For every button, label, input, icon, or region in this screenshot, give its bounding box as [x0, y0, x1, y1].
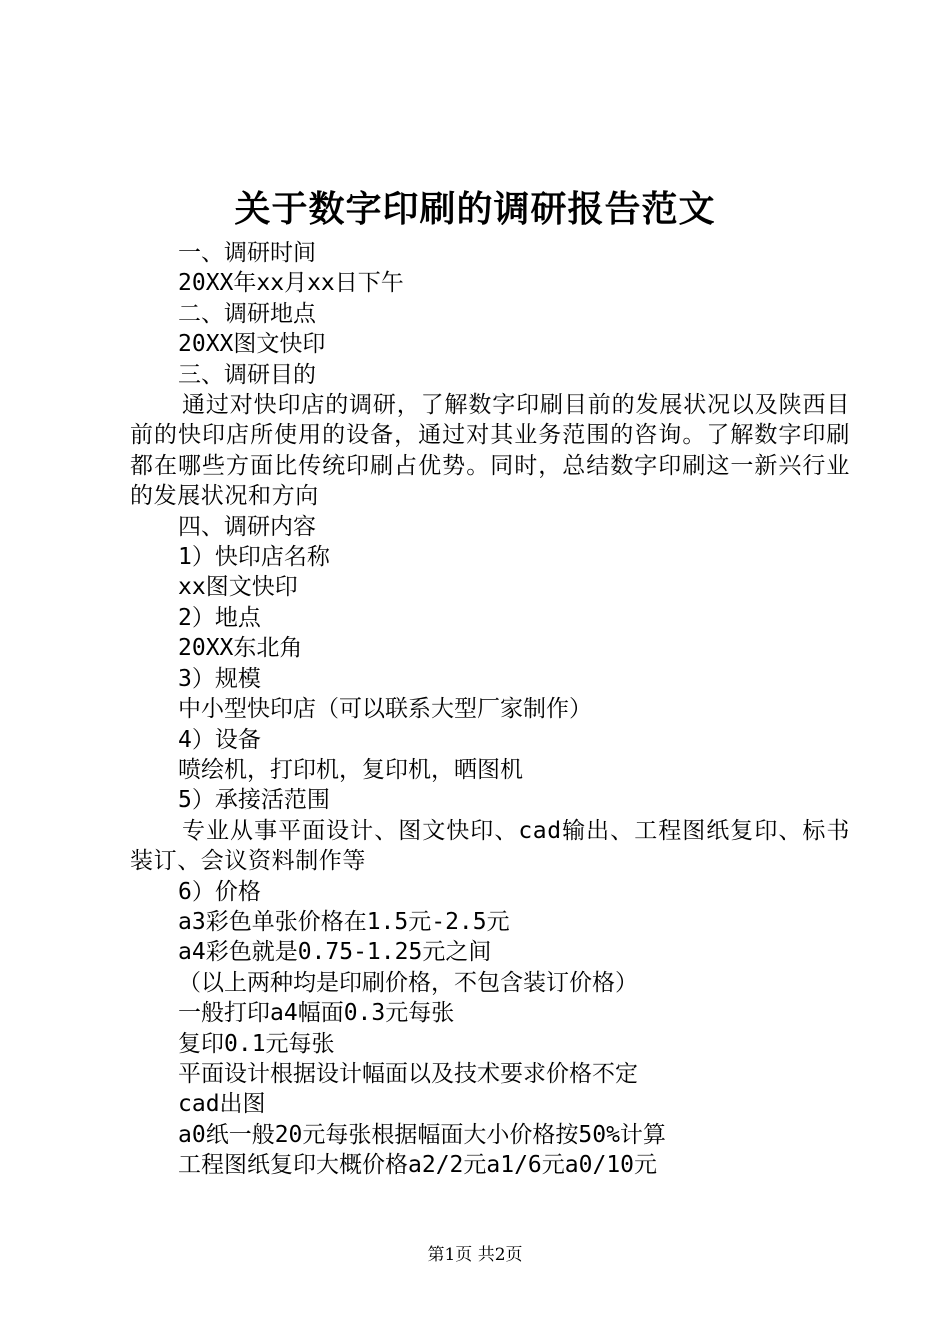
cad-output: cad出图	[178, 1091, 266, 1118]
page-number: 第1页 共2页	[427, 1245, 523, 1265]
price-engineering-copy: 工程图纸复印大概价格a2/2元a1/6元a0/10元	[178, 1152, 658, 1179]
price-a4-color: a4彩色就是0.75-1.25元之间	[178, 939, 492, 966]
heading-content: 四、调研内容	[178, 513, 316, 540]
price-copy: 复印0.1元每张	[178, 1030, 335, 1057]
item-scale: 3）规模	[178, 665, 261, 692]
item-address: 2）地点	[178, 604, 261, 631]
location-value: 20XX图文快印	[178, 331, 326, 358]
purpose-paragraph: 通过对快印店的调研，了解数字印刷目前的发展状况以及陕西目前的快印店所使用的设备，通过对其业务范围的咨询。了解数字印刷都在哪些方面比传统印刷占优势。同时，总结数字印刷这一新兴行业的发展状况和方向	[130, 392, 850, 510]
heading-location: 二、调研地点	[178, 300, 316, 327]
equipment-value: 喷绘机，打印机，复印机，晒图机	[178, 756, 523, 783]
time-value: 20XX年xx月xx日下午	[178, 270, 404, 297]
item-equipment: 4）设备	[178, 726, 261, 753]
shop-name-value: xx图文快印	[178, 574, 298, 601]
item-price: 6）价格	[178, 878, 261, 905]
price-print-a4: 一般打印a4幅面0.3元每张	[178, 1000, 455, 1027]
price-note: （以上两种均是印刷价格，不包含装订价格）	[178, 969, 638, 996]
document-title: 关于数字印刷的调研报告范文	[234, 188, 716, 230]
price-a0-paper: a0纸一般20元每张根据幅面大小价格按50%计算	[178, 1121, 666, 1148]
item-scope: 5）承接活范围	[178, 787, 330, 814]
scope-paragraph: 专业从事平面设计、图文快印、cad输出、工程图纸复印、标书装订、会议资料制作等	[130, 817, 850, 875]
scale-value: 中小型快印店（可以联系大型厂家制作）	[178, 696, 592, 723]
price-a3-color: a3彩色单张价格在1.5元-2.5元	[178, 908, 510, 935]
price-design: 平面设计根据设计幅面以及技术要求价格不定	[178, 1060, 638, 1087]
heading-time: 一、调研时间	[178, 240, 316, 266]
address-value: 20XX东北角	[178, 635, 303, 662]
document-body	[130, 238, 850, 1181]
item-shop-name: 1）快印店名称	[178, 544, 330, 571]
heading-purpose: 三、调研目的	[178, 361, 316, 388]
